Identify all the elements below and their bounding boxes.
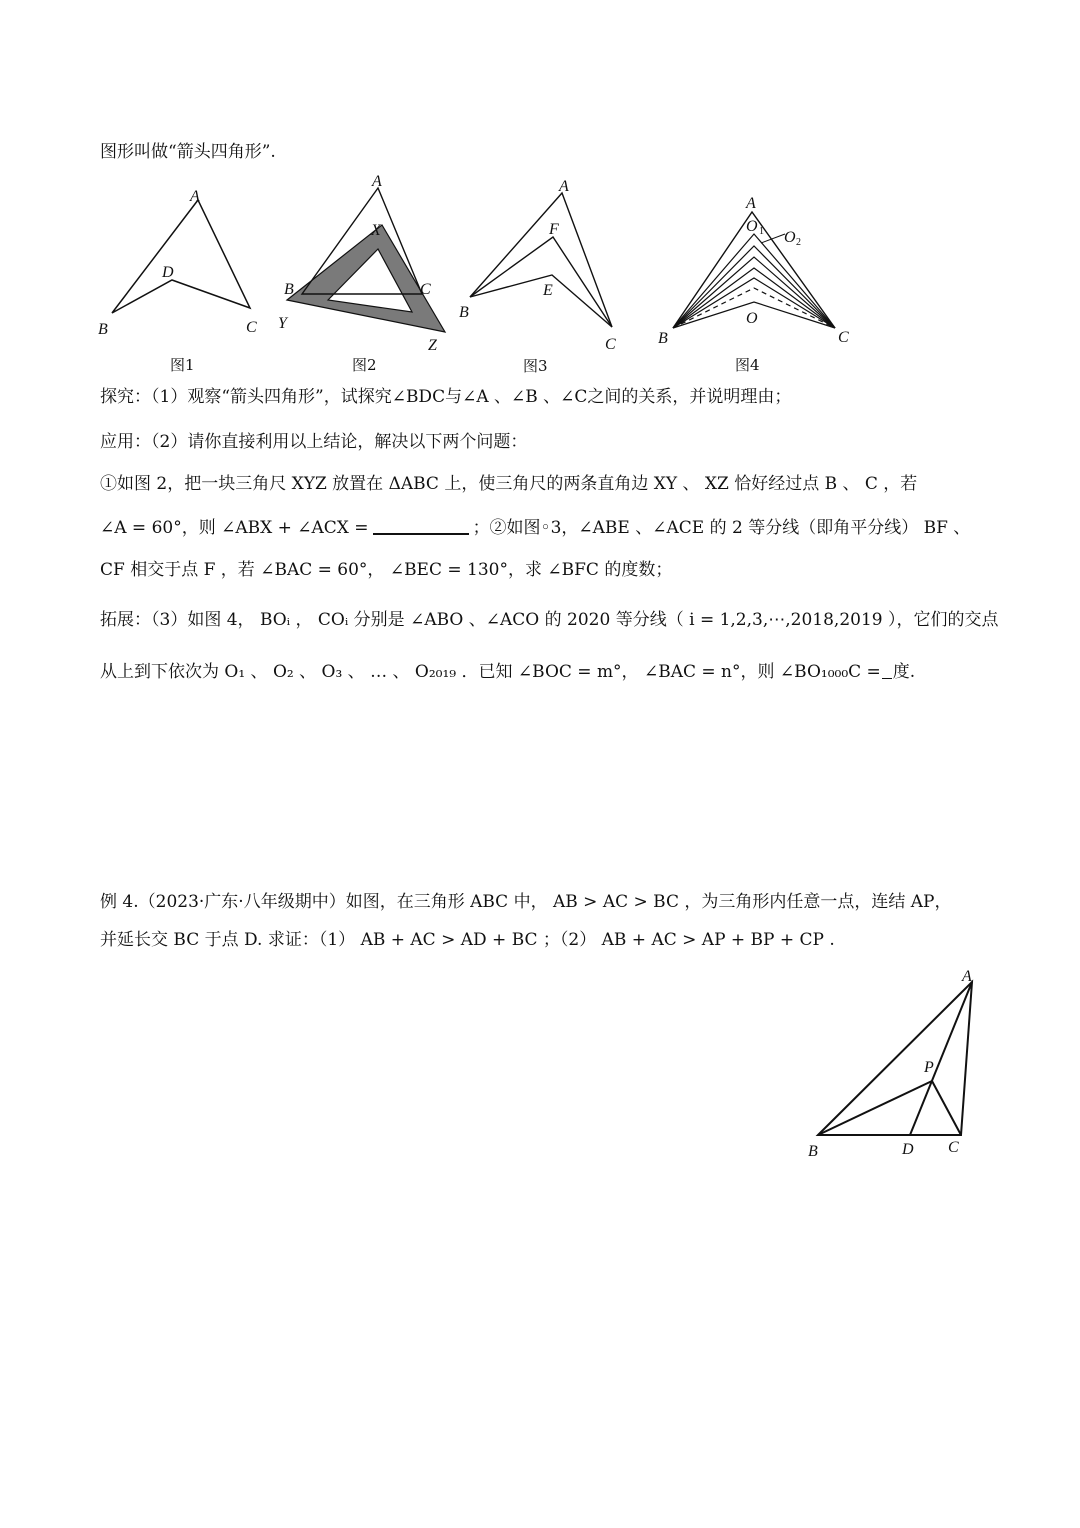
question-2-intro: 应用：（2）请你直接利用以上结论，解决以下两个问题： bbox=[100, 432, 528, 452]
fig1-caption: 图1 bbox=[170, 356, 195, 374]
fig5-label-A: A bbox=[962, 968, 972, 985]
fig5-label-C: C bbox=[948, 1139, 959, 1156]
fig2-label-X: X bbox=[371, 222, 381, 239]
fig4-label-O2-sub: 2 bbox=[796, 237, 801, 248]
example-4-line-a: 例 4.（2023·广东·八年级期中）如图，在三角形 ABC 中， AB > AC > BC ，为三角形内任意一点，连结 AP， bbox=[100, 892, 952, 912]
figure-4 bbox=[650, 190, 860, 375]
fig3-caption: 图3 bbox=[523, 357, 548, 375]
fig4-caption: 图4 bbox=[735, 356, 760, 374]
fig4-label-O1-sub: 1 bbox=[759, 226, 764, 237]
question-2-line-c: CF 相交于点 F ，若 ∠BAC = 60°， ∠BEC = 130°，求 ∠BFC 的度数； bbox=[100, 560, 673, 580]
fig1-label-D: D bbox=[162, 264, 174, 281]
fig1-label-A: A bbox=[190, 188, 200, 205]
question-3-line-a: 拓展：（3）如图 4， BOᵢ ， COᵢ 分别是 ∠ABO 、∠ACO 的 2020 等分线（ i = 1,2,3,⋯,2018,2019 ），它们的交点 bbox=[100, 610, 999, 630]
fig4-label-O: O bbox=[746, 310, 758, 327]
fig4-label-O1: O bbox=[746, 218, 758, 235]
question-1: 探究：（1）观察“箭头四角形”，试探究∠BDC与∠A 、∠B 、∠C之间的关系，并说明理由； bbox=[100, 387, 792, 407]
fig5-label-B: B bbox=[808, 1143, 818, 1160]
fig3-outer-arrow bbox=[470, 193, 612, 327]
fig4-label-O2: O bbox=[784, 229, 796, 246]
question-3-b-before: 从上到下依次为 O₁ 、 O₂ 、 O₃ 、 … 、 O₂₀₁₉ ．已知 ∠BOC = m°， ∠BAC = n°，则 ∠BO₁₀₀₀C = bbox=[100, 662, 881, 682]
fig3-label-A: A bbox=[559, 178, 569, 195]
question-3-line-b bbox=[100, 660, 915, 684]
segment-cp bbox=[932, 1081, 961, 1135]
figure-5 bbox=[800, 960, 1000, 1165]
example-4-line-b: 并延长交 BC 于点 D. 求证：（1） AB + AC > AD + BC ；（2） AB + AC > AP + BP + CP . bbox=[100, 930, 835, 950]
fig1-label-C: C bbox=[246, 319, 257, 336]
fig2-label-Y: Y bbox=[278, 315, 287, 332]
arrow-quadrilateral-1 bbox=[112, 200, 250, 313]
figure-1 bbox=[90, 180, 280, 375]
fig2-label-A: A bbox=[372, 173, 382, 190]
figure-3 bbox=[455, 175, 635, 375]
fig2-caption: 图2 bbox=[352, 356, 377, 374]
question-2-line-b bbox=[100, 515, 970, 540]
fig2-label-B: B bbox=[284, 281, 294, 298]
fig1-label-B: B bbox=[98, 321, 108, 338]
fig3-path-e bbox=[470, 275, 612, 327]
answer-blank-1 bbox=[373, 515, 469, 535]
fig2-label-C: C bbox=[420, 281, 431, 298]
intro-text: 图形叫做“箭头四角形”. bbox=[100, 142, 276, 162]
answer-blank-2 bbox=[882, 662, 892, 679]
question-2-b-before: ∠A = 60°，则 ∠ABX + ∠ACX = bbox=[100, 518, 369, 538]
fig3-label-C: C bbox=[605, 336, 616, 353]
segment-bp bbox=[818, 1081, 932, 1135]
fig5-label-P: P bbox=[924, 1059, 934, 1076]
fig5-label-D: D bbox=[902, 1141, 914, 1158]
fig3-bisector-path-f bbox=[470, 237, 612, 327]
fig3-label-B: B bbox=[459, 304, 469, 321]
fig4-label-B: B bbox=[658, 330, 668, 347]
fig4-label-A: A bbox=[746, 195, 756, 212]
question-2-line-a: ①如图 2，把一块三角尺 XYZ 放置在 ΔABC 上，使三角尺的两条直角边 XY 、 XZ 恰好经过点 B 、 C ，若 bbox=[100, 474, 918, 494]
fig3-label-F: F bbox=[549, 221, 559, 238]
question-2-b-after: ；②如图◦3，∠ABE 、∠ACE 的 2 等分线（即角平分线） BF 、 bbox=[472, 518, 971, 538]
fig2-label-Z: Z bbox=[428, 337, 437, 354]
question-3-b-after: 度. bbox=[892, 662, 916, 682]
fig3-label-E: E bbox=[543, 282, 553, 299]
figure-2 bbox=[270, 170, 460, 375]
fig4-label-C: C bbox=[838, 329, 849, 346]
